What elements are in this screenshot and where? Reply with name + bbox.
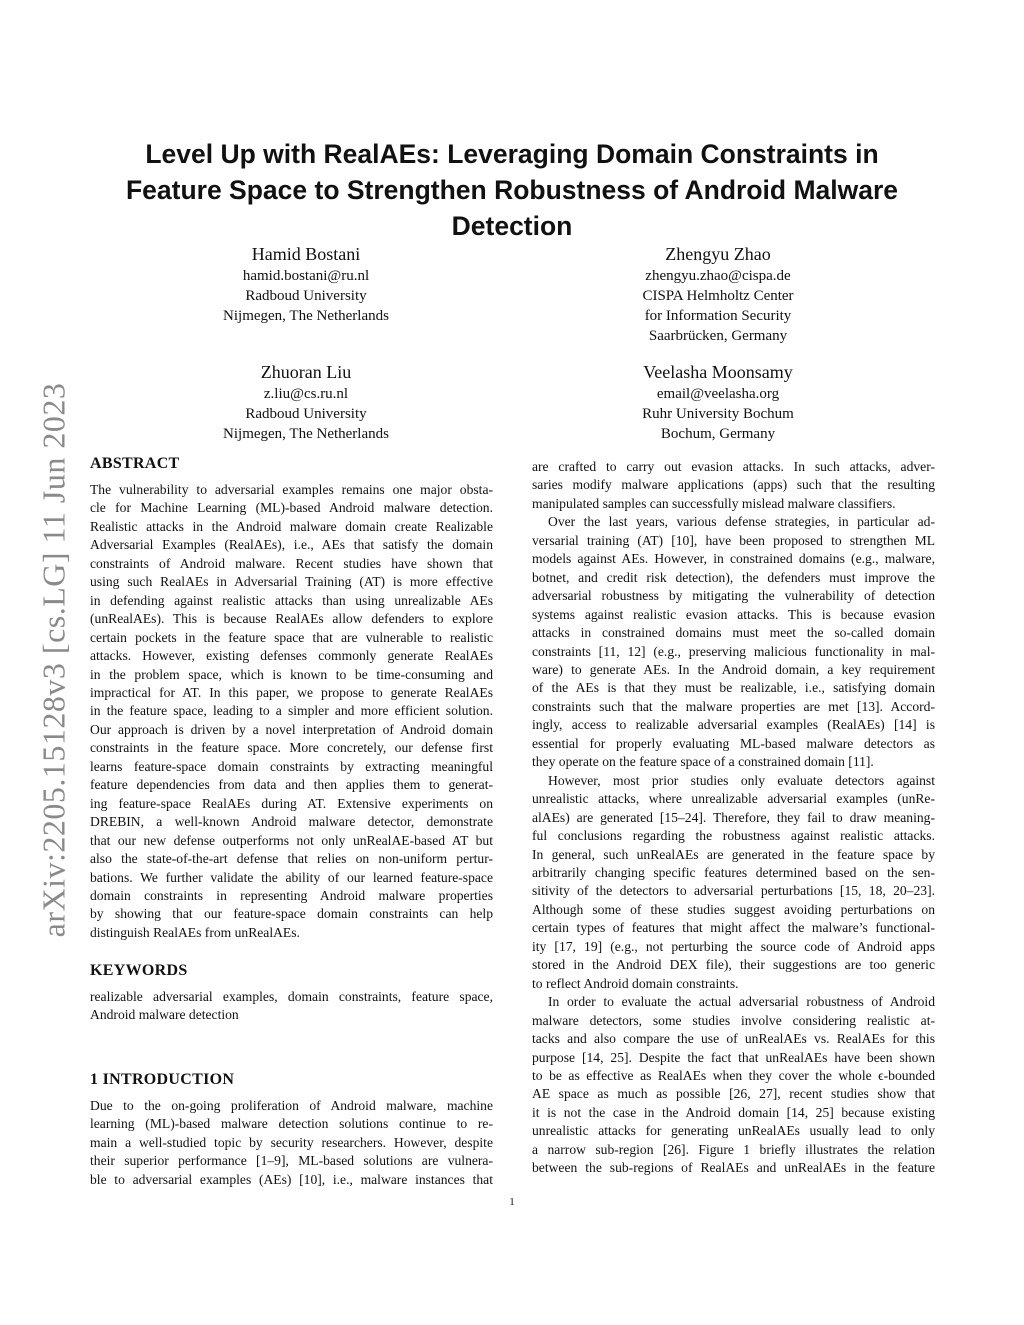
text-line: ing feature-space RealAEs during AT. Extensive experiments on [90,795,493,811]
paragraph [532,772,935,993]
text-line: they operate on the feature space of a constrained domain [11]. [532,754,874,770]
text-line: ingly, access to realizable adversarial examples (RealAEs) [14] is [532,717,935,733]
text-line: systems against realistic evasion attacks. This is because evasion [532,606,935,622]
text-line: to reflect Android domain constraints. [532,975,739,991]
author-block-zhao [568,242,868,346]
text-line: models against AEs. However, in constrained domains (e.g., malware, [532,551,935,567]
title-line: Level Up with RealAEs: Leveraging Domain Constraints in [145,139,879,169]
text-line: also the state-of-the-art defense that relies on non-uniform pertur- [90,851,493,867]
text-line: domain constraints in representing Android malware properties [90,887,493,903]
text-line: unrealistic attacks for generating unRealAEs usually lead to only [532,1123,935,1139]
text-line: attacks. However, existing defenses commonly generate RealAEs [90,648,493,664]
author-email: z.liu@cs.ru.nl [263,386,349,402]
paper-title [100,136,924,244]
text-line: attacks in constrained domains must meet the so-called domain [532,625,935,641]
text-line: adversarial robustness by mitigating the vulnerability of detection [532,588,935,604]
text-line: Over the last years, various defense strategies, in particular ad- [548,514,935,530]
text-line: main a well-studied topic by security researchers. However, despite [90,1134,493,1150]
text-line: DREBIN, a well-known Android malware detector, demonstrate [90,814,493,830]
paragraph [532,993,935,1178]
author-email: hamid.bostani@ru.nl [242,268,370,284]
paragraph [532,513,935,771]
keywords-heading: KEYWORDS [90,962,188,979]
text-line: versarial training (AT) [10], have been proposed to strengthen ML [532,532,935,548]
right-column-body [532,458,935,1178]
text-line: tacks and also compare the use of unRealAEs vs. RealAEs for this [532,1031,935,1047]
text-line: manipulated samples can successfully mislead malware classifiers. [532,495,896,511]
author-affiliation: Radboud University [245,406,367,422]
text-line: of the AEs is that they must be realizable, i.e., satisfying domain [532,680,935,696]
text-line: to be as effective as RealAEs when they cover the whole ϵ-bounded [532,1067,935,1083]
author-name: Zhengyu Zhao [665,244,771,264]
text-line: malware detectors, some studies involve considering realistic at- [532,1012,935,1028]
author-affiliation: for Information Security [644,308,792,324]
author-location: Nijmegen, The Netherlands [223,426,389,442]
text-line: their superior performance [1–9], ML-based solutions are vulnera- [90,1153,493,1169]
text-line: constraints [11, 12] (e.g., preserving malicious functionality in mal- [532,643,935,659]
arxiv-identifier: arXiv:2205.15128v3 [cs.LG] 11 Jun 2023 [35,382,72,938]
author-email: zhengyu.zhao@cispa.de [645,268,791,284]
text-line: that our new defense outperforms not only unRealAE-based AT but [90,832,493,848]
text-line: distinguish RealAEs from unRealAEs. [90,924,300,940]
text-line: Although some of these studies suggest avoiding perturbations on [532,901,935,917]
text-line: between the sub-regions of RealAEs and unRealAEs in the feature [532,1160,935,1176]
text-line: arbitrarily changing specific features determined based on the sen- [532,864,935,880]
title-line: Detection [451,211,573,241]
text-line: essential for properly evaluating ML-based malware detectors as [532,735,935,751]
text-line: ful conclusions regarding the robustness against realistic attacks. [532,828,935,844]
text-line: The vulnerability to adversarial examples remains one major obsta- [90,482,493,497]
text-line: certain pockets in the feature space that are vulnerable to realistic [90,629,493,645]
paragraph [532,458,935,513]
text-line: botnet, and credit risk detection), the defenders must improve the [532,569,935,585]
text-line: by showing that our feature-space domain constraints can help [90,906,493,922]
text-line: alAEs) are generated [15–24]. Therefore, they fail to draw meaning- [532,809,935,825]
text-line: constraints of Android malware. Recent studies have shown that [90,555,493,571]
author-block-bostani [156,242,456,326]
text-line: AE space as much as possible [26, 27], recent studies show that [532,1086,935,1102]
text-line: in defending against realistic attacks than using unrealizable AEs [90,592,493,608]
text-line: Adversarial Examples (RealAEs), i.e., AEs that satisfy the domain [90,537,493,553]
author-name: Zhuoran Liu [260,362,352,382]
text-line: ware) to generate AEs. In the Android domain, a key requirement [532,661,935,677]
author-block-liu [156,360,456,444]
text-line: However, most prior studies only evaluate detectors against [548,772,935,788]
author-affiliation: Radboud University [245,288,367,304]
author-name: Hamid Bostani [251,244,361,264]
text-line: are crafted to carry out evasion attacks. In such attacks, adver- [532,459,935,474]
text-line: constraints in the feature space. More concretely, our defense first [90,740,493,756]
text-line: In general, such unRealAEs are generated in the feature space by [532,846,935,862]
keywords-body [90,988,493,1025]
abstract-body [90,481,493,942]
text-line: learning (ML)-based malware detection solutions continue to re- [90,1116,493,1132]
text-line: unrealistic attacks, where unrealizable adversarial examples (unRe- [532,791,935,807]
author-affiliation: CISPA Helmholtz Center [642,288,794,304]
text-line: saries modify malware applications (apps) such that the resulting [532,477,935,493]
author-location: Bochum, Germany [660,426,776,442]
introduction-body [90,1097,493,1189]
text-line: it is not the case in the Android domain [14, 25] because existing [532,1104,935,1120]
abstract-heading: ABSTRACT [90,455,180,472]
author-location: Nijmegen, The Netherlands [223,308,389,324]
text-line: bations. We further validate the ability of our learned feature-space [90,869,493,885]
text-line: Due to the on-going proliferation of Android malware, machine [90,1098,493,1113]
text-line: stored in the Android DEX file), their suggestions are too generic [532,957,935,973]
text-line: Realistic attacks in the Android malware domain create Realizable [90,518,493,534]
text-line: impractical for AT. In this paper, we propose to generate RealAEs [90,684,493,700]
introduction-heading: 1 INTRODUCTION [90,1071,235,1088]
text-line: learns feature-space domain constraints by extracting meaningful [90,758,493,774]
author-email: email@veelasha.org [656,386,780,402]
text-line: constraints such that the malware properties are met [13]. Accord- [532,698,935,714]
text-line: certain types of features that might affect the malware’s functional- [532,920,935,936]
text-line: feature dependencies from data and then applies them to generat- [90,777,493,793]
title-line: Feature Space to Strengthen Robustness of Android Malware [125,175,899,205]
page-number: 1 [509,1196,515,1208]
text-line: using such RealAEs in Adversarial Training (AT) is more effective [90,574,493,590]
text-line: sitivity of the detectors to adversarial perturbations [15, 18, 20–23]. [532,883,935,899]
arxiv-stamp [30,360,78,960]
text-line: in the feature space, leading to a simpler and more efficient solution. [90,703,493,719]
text-line: Our approach is driven by a novel interpretation of Android domain [90,721,493,737]
text-line: realizable adversarial examples, domain constraints, feature space, [90,989,493,1004]
text-line: in the problem space, which is known to be time-consuming and [90,666,493,682]
text-line: ble to adversarial examples (AEs) [10], i.e., malware instances that [90,1171,493,1187]
author-block-moonsamy [568,360,868,444]
text-line: In order to evaluate the actual adversarial robustness of Android [548,994,935,1010]
text-line: a narrow sub-region [26]. Figure 1 briefly illustrates the relation [532,1141,935,1157]
text-line: purpose [14, 25]. Despite the fact that unRealAEs have been shown [532,1049,935,1065]
text-line: Android malware detection [90,1007,239,1023]
text-line: (unRealAEs). This is because RealAEs allow defenders to explore [90,611,493,627]
author-location: Saarbrücken, Germany [648,328,788,344]
author-name: Veelasha Moonsamy [643,362,793,382]
text-line: cle for Machine Learning (ML)-based Android malware detection. [90,500,493,516]
author-affiliation: Ruhr University Bochum [642,406,794,422]
text-line: ity [17, 19] (e.g., not perturbing the source code of Android apps [532,938,935,954]
